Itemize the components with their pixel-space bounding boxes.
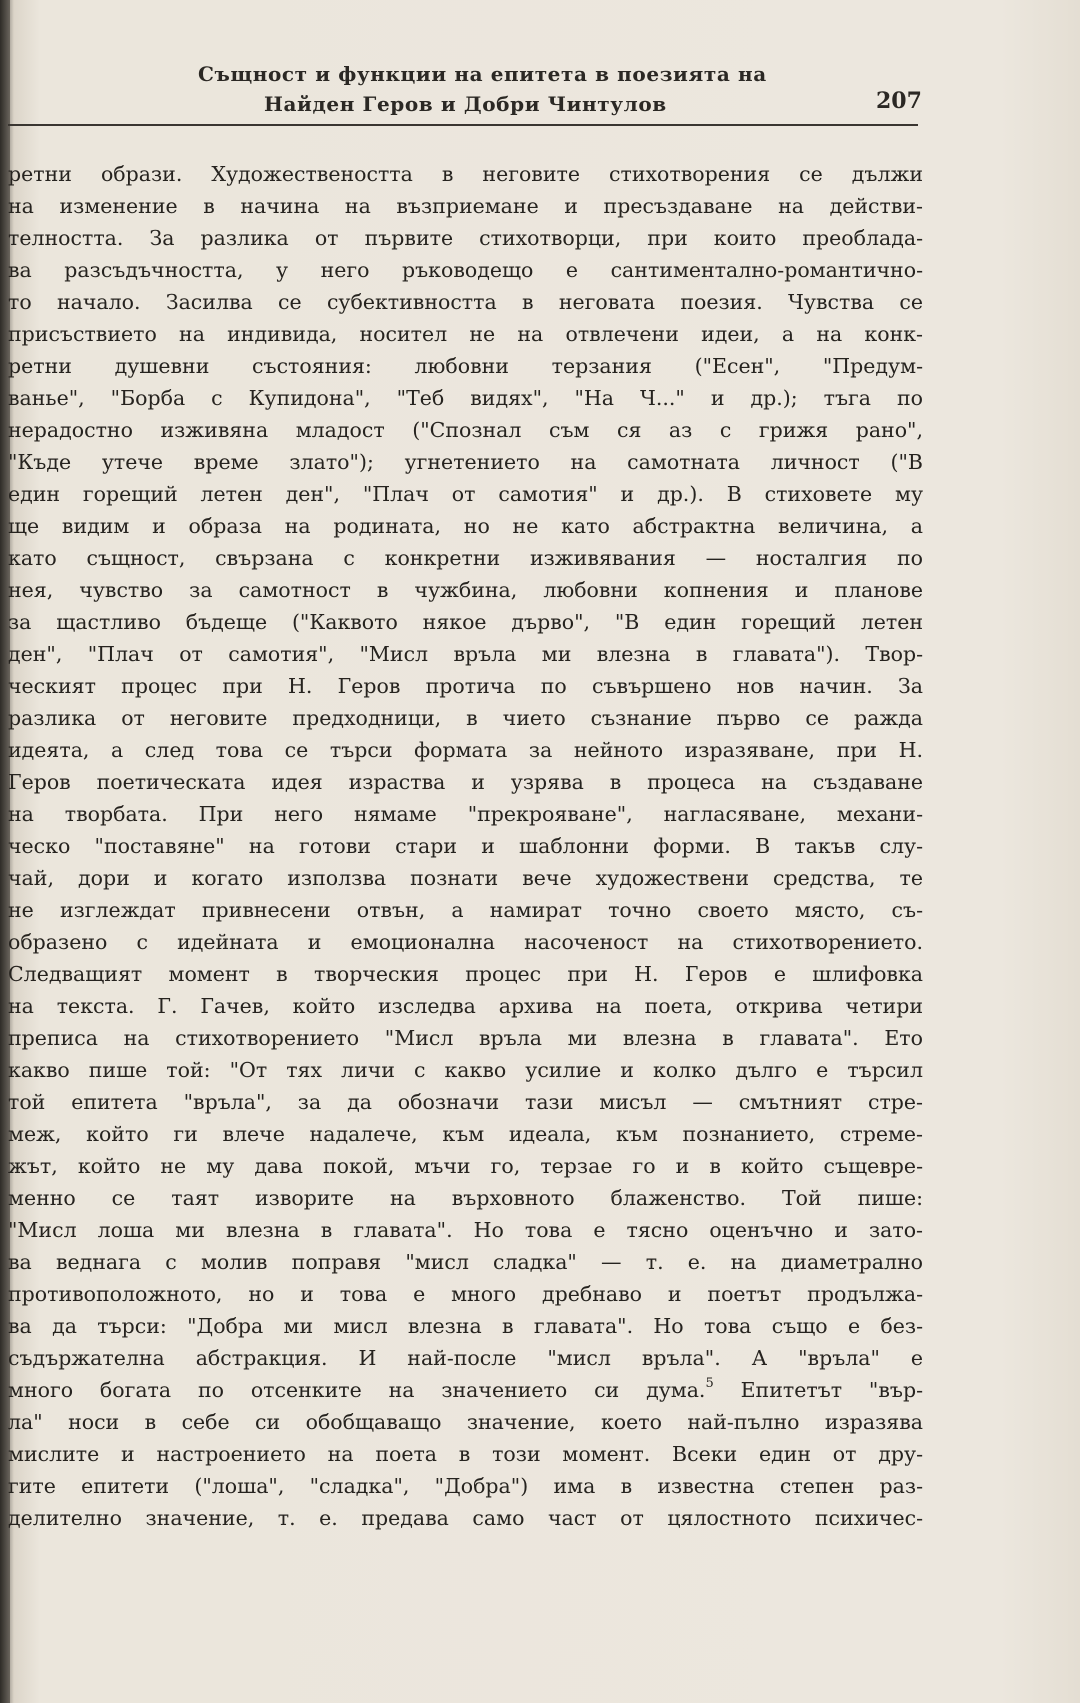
text-line: менно се таят изворите на върховното блаженство. Той пише:: [8, 1186, 923, 1210]
text-line: чай, дори и когато използва познати вече художествени средства, те: [8, 866, 923, 890]
text-line: ретни душевни състояния: любовни терзания ("Есен", "Предум-: [8, 354, 923, 378]
header-title-line-1: Същност и функции на епитета в поезията на: [198, 62, 767, 86]
text-line: на творбата. При него нямаме "прекрояване", нагласяване, механи-: [8, 802, 923, 826]
text-line: гите епитети ("лоша", "сладка", "Добра") има в известна степен раз-: [8, 1474, 923, 1498]
text-line: ванье", "Борба с Купидона", "Теб видях", "На Ч..." и др.); тъга по: [8, 386, 923, 410]
text-line: "Къде утече време злато"); угнетението на самотната личност ("В: [8, 450, 923, 474]
running-header: [0, 58, 1080, 128]
text-line: нерадостно изживяна младост ("Спознал съм ся аз с грижя рано",: [8, 418, 923, 442]
text-line: ва да търси: "Добра ми мисл влезна в главата". Но това също е без-: [8, 1314, 923, 1338]
text-line: жът, който не му дава покой, мъчи го, терзае го и в който същевре-: [8, 1154, 923, 1178]
text-line: за щастливо бъдеще ("Каквото някое дърво", "В един горещий летен: [8, 610, 923, 634]
text-line: ретни образи. Художествеността в неговите стихотворения се дължи: [8, 162, 923, 186]
text-line: мислите и настроението на поета в този момент. Всеки един от дру-: [8, 1442, 923, 1466]
text-line: противоположното, но и това е много дребнаво и поетът продължа-: [8, 1282, 923, 1306]
text-line: на текста. Г. Гачев, който изследва архива на поета, открива четири: [8, 994, 923, 1018]
text-line: ва веднага с молив поправя "мисл сладка" — т. е. на диаметрално: [8, 1250, 923, 1274]
body-text: [8, 158, 923, 1534]
text-line: присъствието на индивида, носител не на отвлечени идеи, а на конк-: [8, 322, 923, 346]
text-line: "Мисл лоша ми влезна в главата". Но това е тясно оценъчно и зато-: [8, 1218, 923, 1242]
text-line: ще видим и образа на родината, но не като абстрактна величина, а: [8, 514, 923, 538]
text-line: съдържателна абстракция. И най-после "мисл връла". А "връла" е: [8, 1346, 923, 1370]
footnote-marker[interactable]: 5: [705, 1376, 714, 1391]
text-line: ческият процес при Н. Геров протича по съвършено нов начин. За: [8, 674, 923, 698]
text-line: на изменение в начина на възприемане и пресъздаване на действи-: [8, 194, 923, 218]
text-line: нея, чувство за самотност в чужбина, любовни копнения и планове: [8, 578, 923, 602]
text-segment: Епитетът "вър-: [713, 1378, 923, 1402]
text-line: идеята, а след това се търси формата за нейното изразяване, при Н.: [8, 738, 923, 762]
header-rule: [8, 124, 918, 126]
text-line: образено с идейната и емоционална насоченост на стихотворението.: [8, 930, 923, 954]
text-line: какво пише той: "От тях личи с какво усилие и колко дълго е търсил: [8, 1058, 923, 1082]
text-line: то начало. Засилва се субективността в неговата поезия. Чувства се: [8, 290, 923, 314]
text-line: делително значение, т. е. предава само част от цялостното психичес-: [8, 1506, 923, 1530]
text-line: ден", "Плач от самотия", "Мисл връла ми влезна в главата"). Твор-: [8, 642, 923, 666]
text-segment: много богата по отсенките на значението си дума.: [8, 1378, 706, 1402]
text-line: ла" носи в себе си обобщаващо значение, което най-пълно изразява: [8, 1410, 923, 1434]
text-line: преписа на стихотворението "Мисл връла ми влезна в главата". Ето: [8, 1026, 923, 1050]
text-line: ческо "поставяне" на готови стари и шаблонни форми. В такъв слу-: [8, 834, 923, 858]
text-line: ва разсъдъчността, у него ръководещо е сантиментално-романтично-: [8, 258, 923, 282]
text-line: Геров поетическата идея израства и узрява в процеса на създаване: [8, 770, 923, 794]
text-line: Следващият момент в творческия процес при Н. Геров е шлифовка: [8, 962, 923, 986]
text-line: като същност, свързана с конкретни изживявания — носталгия по: [8, 546, 923, 570]
text-line-with-footnote: [8, 1374, 923, 1406]
text-line: разлика от неговите предходници, в чието съзнание първо се ражда: [8, 706, 923, 730]
text-line: меж, който ги влече надалече, към идеала, към познанието, стреме-: [8, 1122, 923, 1146]
header-title-line-2: Найден Геров и Добри Чинтулов: [264, 92, 667, 116]
page-number: 207: [876, 88, 922, 114]
text-line: телността. За разлика от първите стихотворци, при които преоблада-: [8, 226, 923, 250]
text-line: един горещий летен ден", "Плач от самотия" и др.). В стиховете му: [8, 482, 923, 506]
text-line: той епитета "връла", за да обозначи тази мисъл — смътният стре-: [8, 1090, 923, 1114]
text-line: не изглеждат привнесени отвън, а намират точно своето място, съ-: [8, 898, 923, 922]
